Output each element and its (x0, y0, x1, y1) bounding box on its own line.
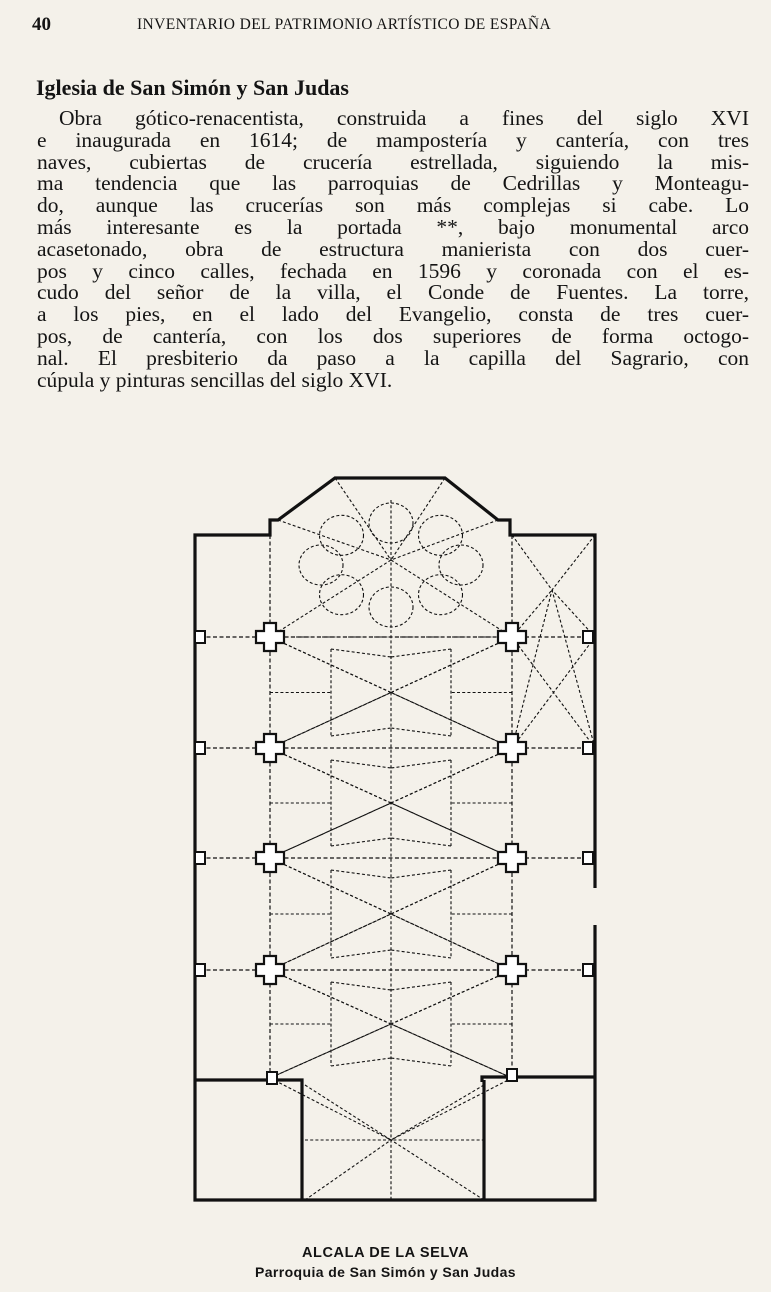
paragraph-line: ma tendencia que las parroquias de Cedrillas y Monteagu- (37, 171, 749, 196)
cruciform-pier (256, 734, 284, 762)
paragraph-line: a los pies, en el lado del Evangelio, consta de tres cuer- (37, 302, 749, 327)
vault-rib (270, 748, 391, 803)
vault-rib (331, 838, 391, 846)
plan-walls (195, 478, 595, 1200)
vault-rib (391, 760, 451, 768)
vault-rib (391, 950, 451, 958)
paragraph-line: pos y cinco calles, fechada en 1596 y coronada con el es- (37, 258, 749, 283)
cruciform-pier (498, 623, 526, 651)
vault-ribs (200, 478, 595, 1200)
vault-rib (418, 575, 462, 615)
vault-rib (270, 1078, 391, 1140)
paragraph-line: más interesante es la portada **, bajo monumental arco (37, 214, 749, 239)
vault-rib (391, 728, 451, 736)
vault-rib (335, 478, 391, 560)
vault-rib (305, 1085, 391, 1140)
vault-rib (391, 870, 451, 878)
cruciform-pier (256, 956, 284, 984)
paragraph-line: e inaugurada en 1614; de mampostería y cantería, con tres (37, 127, 749, 152)
cruciform-pier (498, 844, 526, 872)
vault-rib (391, 1085, 484, 1140)
vault-rib (552, 590, 595, 637)
running-title: INVENTARIO DEL PATRIMONIO ARTÍSTICO DE ESPAÑA (137, 16, 552, 33)
caption-title: ALCALA DE LA SELVA (301, 1245, 470, 1261)
wall-buttress (195, 742, 205, 754)
page-header (32, 14, 731, 44)
vault-rib (552, 535, 595, 590)
cruciform-pier (498, 956, 526, 984)
vault-rib (391, 478, 445, 560)
vault-rib (331, 649, 391, 657)
vault-rib (391, 649, 451, 657)
vault-rib (278, 520, 391, 560)
figure-caption (0, 1245, 771, 1280)
vault-rib (331, 728, 391, 736)
wall-buttress (507, 1069, 517, 1081)
vault-rib (512, 535, 552, 590)
vault-rib (391, 520, 498, 560)
wall-buttress (583, 631, 593, 643)
vault-rib (331, 760, 391, 768)
paragraph-line: cudo del señor de la villa, el Conde de Fuentes. La torre, (37, 280, 749, 305)
section-title: Iglesia de San Simón y San Judas (36, 75, 349, 100)
cruciform-pier (498, 734, 526, 762)
page-number: 40 (32, 14, 51, 35)
body-paragraph (37, 108, 749, 391)
caption-subtitle: Parroquia de San Simón y San Judas (254, 1264, 516, 1280)
paragraph-line: naves, cubiertas de crucería estrellada, siguiendo la mis- (37, 149, 749, 174)
cruciform-pier (256, 623, 284, 651)
vault-rib (391, 982, 451, 990)
vault-rib (391, 1078, 512, 1140)
vault-rib (331, 870, 391, 878)
vault-rib (331, 950, 391, 958)
wall-buttress (267, 1072, 277, 1084)
vault-rib (391, 560, 512, 637)
vault-rib (391, 1140, 484, 1200)
paragraph-line: cúpula y pinturas sencillas del siglo XVI. (37, 367, 393, 392)
vault-rib (331, 982, 391, 990)
vault-rib (320, 575, 364, 615)
paragraph-line: Obra gótico-renacentista, construida a fines del siglo XVI (59, 106, 749, 130)
vault-rib (512, 637, 595, 748)
vault-rib (418, 515, 462, 555)
vault-rib (320, 515, 364, 555)
wall-buttress (583, 852, 593, 864)
wall-buttress (583, 742, 593, 754)
vault-rib (439, 545, 483, 585)
vault-rib (331, 1058, 391, 1066)
wall-buttress (583, 964, 593, 976)
vault-rib (305, 1140, 391, 1200)
vault-rib (299, 545, 343, 585)
church-floor-plan (190, 470, 600, 1210)
paragraph-line: pos, de cantería, con los dos superiores de forma octogo- (37, 323, 749, 348)
wall-buttress (195, 631, 205, 643)
vault-rib (391, 748, 512, 803)
cruciform-pier (256, 844, 284, 872)
vault-rib (270, 560, 391, 637)
vault-rib (512, 590, 552, 748)
pier-group (195, 623, 593, 1084)
paragraph-line: acasetonado, obra de estructura manierista con dos cuer- (37, 236, 749, 261)
paragraph-line: do, aunque las crucerías son más complejas si cabe. Lo (37, 193, 749, 218)
wall-buttress (195, 964, 205, 976)
vault-rib (391, 1058, 451, 1066)
vault-rib (391, 838, 451, 846)
paragraph-line: nal. El presbiterio da paso a la capilla del Sagrario, con (37, 345, 749, 370)
wall-buttress (195, 852, 205, 864)
